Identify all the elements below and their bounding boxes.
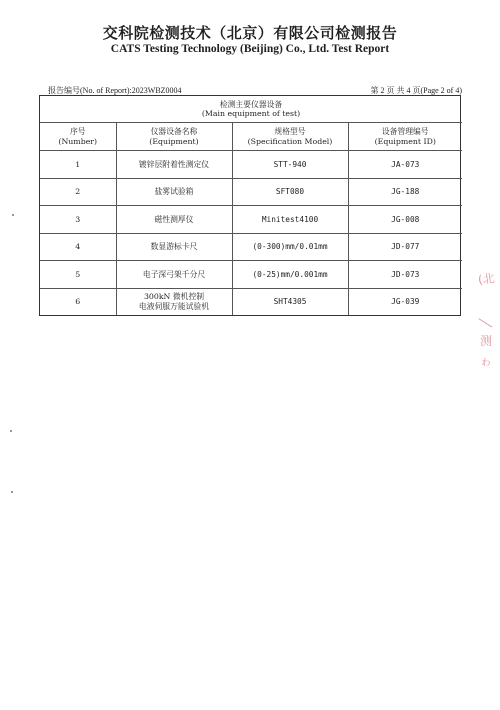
- cell-spec: SFT080: [232, 178, 348, 206]
- header-spec-cn: 规格型号: [274, 127, 306, 137]
- column-header-equipment: [116, 123, 232, 151]
- header-id-en: (Equipment ID): [374, 136, 436, 146]
- column-header-equipment-id: [348, 123, 462, 151]
- cell-spec: STT-940: [232, 151, 348, 179]
- table-row: [40, 178, 462, 206]
- equipment-table: [39, 95, 461, 316]
- seal-stamp: (北 ╲ 测 ゎ: [477, 270, 496, 368]
- header-equipment-en: (Equipment): [149, 136, 199, 146]
- cell-equipment-line1: 300kN 微机控制: [143, 292, 205, 302]
- cell-spec: Minitest4100: [232, 206, 348, 234]
- column-header-number: [40, 123, 116, 151]
- cell-equipment-id: JG-188: [348, 178, 462, 206]
- cell-equipment: 数显游标卡尺: [116, 233, 232, 261]
- cell-number: 1: [40, 151, 116, 179]
- table-row: [40, 206, 462, 234]
- cell-equipment-id: JA-073: [348, 151, 462, 179]
- scan-speck: [10, 430, 12, 432]
- cell-number: 5: [40, 261, 116, 289]
- table-row: [40, 288, 462, 315]
- table-header-row: [40, 123, 462, 151]
- cell-number: 3: [40, 206, 116, 234]
- cell-equipment: 镀锌层附着性测定仪: [116, 151, 232, 179]
- scan-speck: [12, 214, 14, 216]
- table-caption-row: [40, 96, 462, 123]
- header-spec-en: (Specification Model): [247, 136, 333, 146]
- page-indicator: 第 2 页 共 4 页(Page 2 of 4): [370, 86, 462, 95]
- table-row: [40, 233, 462, 261]
- header-number-en: (Number): [58, 136, 98, 146]
- cell-equipment: [116, 288, 232, 315]
- cell-spec: (0-25)mm/0.001mm: [232, 261, 348, 289]
- report-title-chinese: 交科院检测技术（北京）有限公司检测报告: [102, 24, 398, 42]
- scan-speck: [11, 491, 13, 493]
- table-caption-cn: 检测主要仪器设备: [219, 99, 283, 109]
- table-caption: [40, 96, 462, 123]
- header-equipment-cn: 仪器设备名称: [150, 127, 198, 137]
- header-id-cn: 设备管理编号: [381, 127, 429, 137]
- table-row: [40, 261, 462, 289]
- report-title-english: CATS Testing Technology (Beijing) Co., Ltd. Test Report: [110, 43, 390, 55]
- cell-number: 4: [40, 233, 116, 261]
- cell-equipment: 电子深弓架千分尺: [116, 261, 232, 289]
- cell-equipment-id: JG-008: [348, 206, 462, 234]
- cell-equipment: 磁性测厚仪: [116, 206, 232, 234]
- cell-equipment-line2: 电液伺服万能试验机: [138, 301, 210, 311]
- table-caption-en: (Main equipment of test): [201, 109, 301, 118]
- cell-equipment-id: JG-039: [348, 288, 462, 315]
- table-row: [40, 151, 462, 179]
- header-number-cn: 序号: [69, 127, 86, 137]
- cell-equipment-id: JD-077: [348, 233, 462, 261]
- cell-number: 6: [40, 288, 116, 315]
- cell-spec: (0-300)mm/0.01mm: [232, 233, 348, 261]
- cell-equipment: 盐雾试验箱: [116, 178, 232, 206]
- cell-spec: SHT4305: [232, 288, 348, 315]
- column-header-spec: [232, 123, 348, 151]
- report-number: 报告编号(No. of Report):2023WBZ0004: [48, 86, 182, 95]
- cell-equipment-id: JD-073: [348, 261, 462, 289]
- cell-number: 2: [40, 178, 116, 206]
